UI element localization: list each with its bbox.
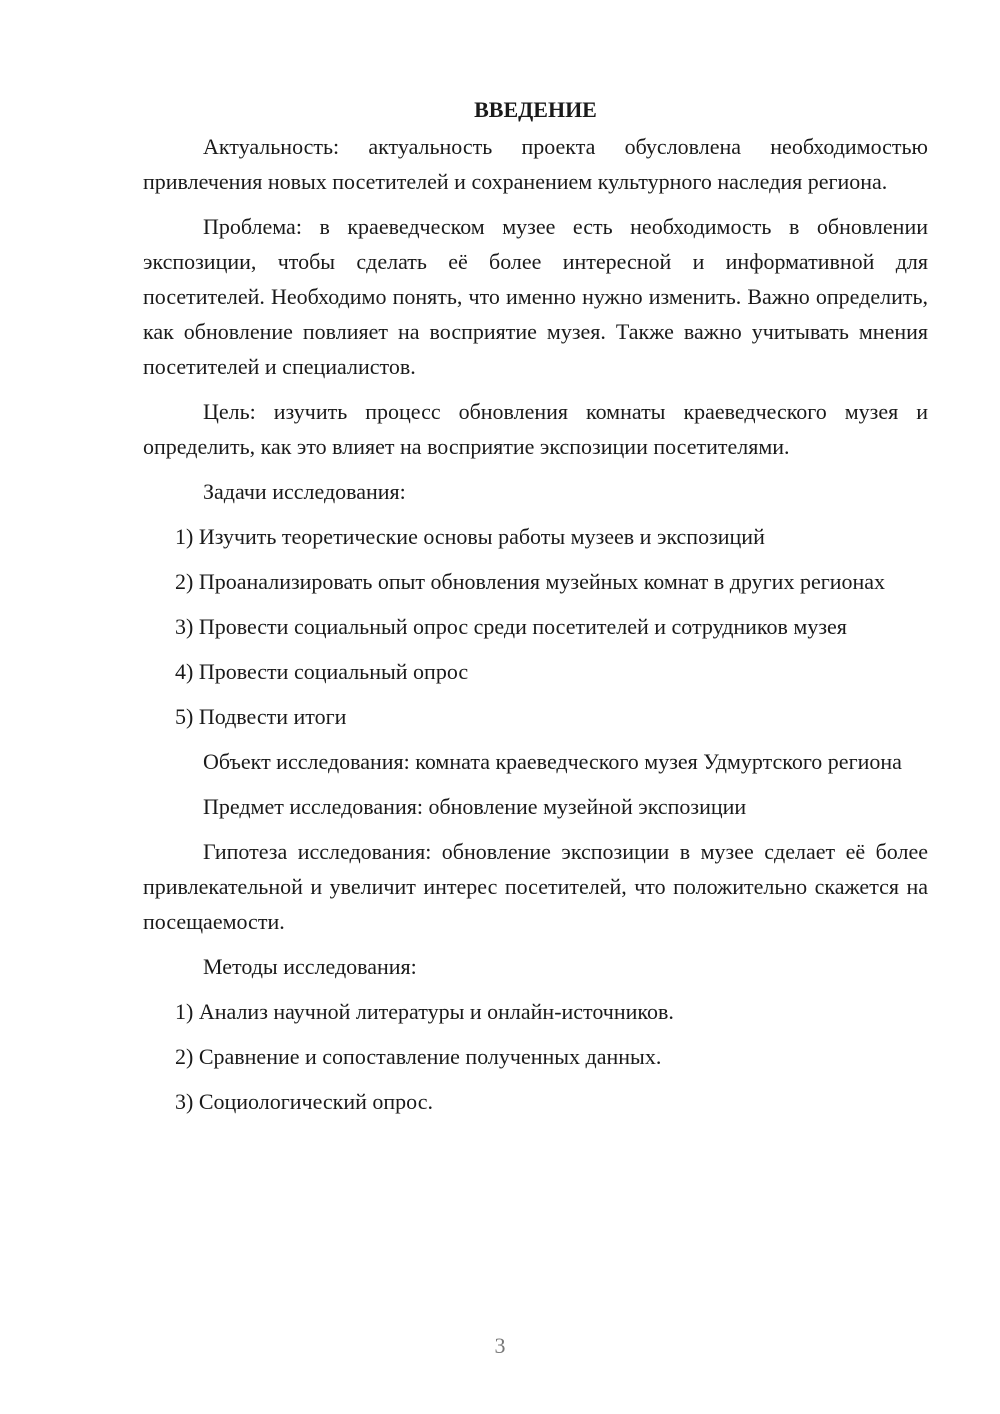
method-item-2: 2) Сравнение и сопоставление полученных данных. — [175, 1044, 662, 1069]
document-page — [143, 92, 928, 1129]
page-number: 3 — [494, 1333, 506, 1358]
task-item-2: 2) Проанализировать опыт обновления музейных комнат в других регионах — [175, 569, 886, 594]
subject-paragraph: Предмет исследования: обновление музейной экспозиции — [203, 794, 747, 819]
relevance-paragraph: Актуальность: актуальность проекта обусловлена необходимостью привлечения новых посетителей и сохранением культурного наследия региона. — [143, 134, 928, 194]
section-title: ВВЕДЕНИЕ — [474, 97, 597, 122]
task-item-1: 1) Изучить теоретические основы работы музеев и экспозиций — [175, 524, 765, 549]
task-item-3: 3) Провести социальный опрос среди посетителей и сотрудников музея — [175, 614, 847, 639]
goal-paragraph: Цель: изучить процесс обновления комнаты краеведческого музея и определить, как это влияет на восприятие экспозиции посетителями. — [143, 399, 928, 459]
methods-heading: Методы исследования: — [203, 954, 417, 979]
task-item-5: 5) Подвести итоги — [175, 704, 347, 729]
object-paragraph: Объект исследования: комната краеведческого музея Удмуртского региона — [203, 749, 902, 774]
method-item-3: 3) Социологический опрос. — [175, 1089, 433, 1114]
tasks-heading: Задачи исследования: — [203, 479, 406, 504]
problem-paragraph: Проблема: в краеведческом музее есть необходимость в обновлении экспозиции, чтобы сделать её более интересной и информативной для посетителей. Необходимо понять, что именно нужно изменить. Важно определить, как обновление повлияет на восприятие музея. Также важно учитывать мнения посетителей и специалистов. — [143, 214, 928, 379]
hypothesis-paragraph: Гипотеза исследования: обновление экспозиции в музее сделает её более привлекательной и увеличит интерес посетителей, что положительно скажется на посещаемости. — [143, 839, 928, 934]
task-item-4: 4) Провести социальный опрос — [175, 659, 469, 684]
method-item-1: 1) Анализ научной литературы и онлайн-источников. — [175, 999, 674, 1024]
